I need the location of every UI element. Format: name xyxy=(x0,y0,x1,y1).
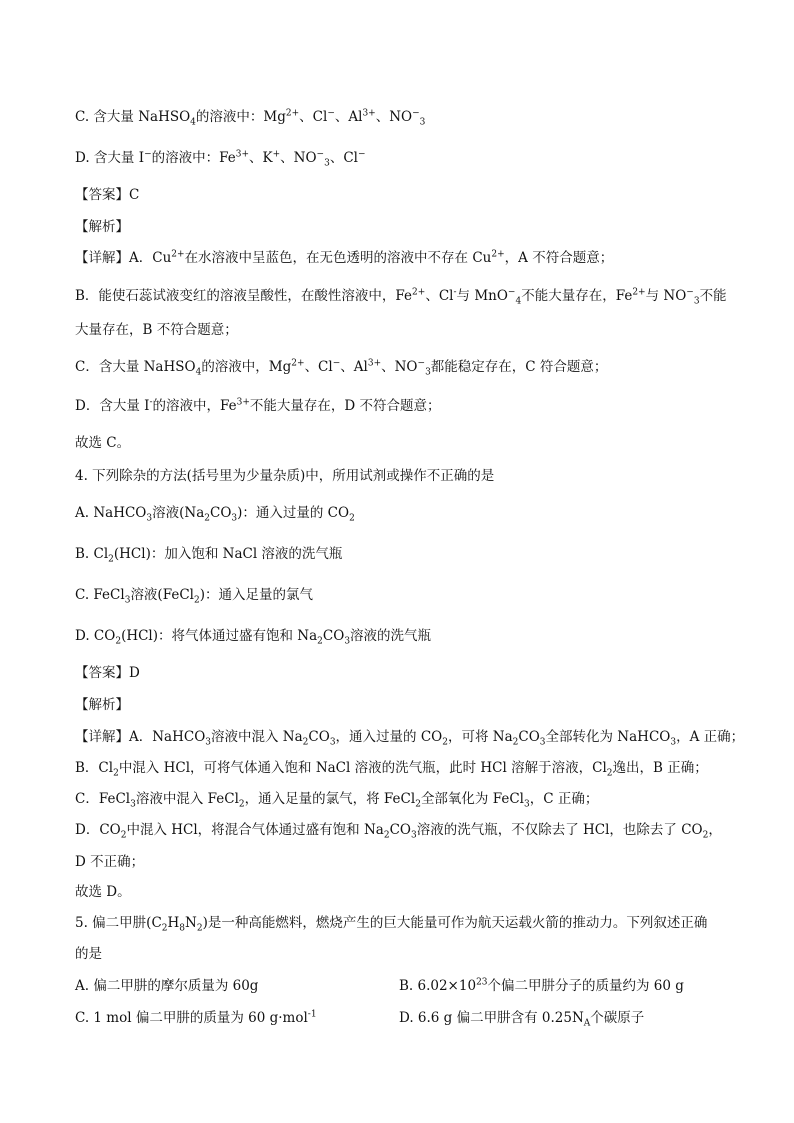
q4-stem: 4. 下列除杂的方法(括号里为少量杂质)中，所用试剂或操作不正确的是 xyxy=(75,468,495,484)
q3-detail-d: D．含大量 I-的溶液中，$Fe^{3+}$不能大量存在，D 不符合题意； xyxy=(75,397,441,414)
q4-detail-a: 【详解】A．NaHCO$_3$溶液中混入 $Na_2CO_3$，通入过量的 $CO_2$，可将 $Na_2CO_3$全部转化为 NaHCO$_3$，A 正确； xyxy=(75,729,745,748)
q4-option-a: A. NaHCO$_3$溶液$(Na_2CO_3)$：通入过量的 $CO_2$ xyxy=(75,505,355,524)
q5-stem-line2: 的是 xyxy=(75,946,102,962)
q4-detail-b: B．$Cl_2$中混入 HCl，可将气体通入饱和 NaCl 溶液的洗气瓶，此时 HCl 溶解于溶液，$Cl_2$逸出，B 正确； xyxy=(75,760,708,779)
q5-option-a: A. 偏二甲肼的摩尔质量为 60g xyxy=(75,978,259,994)
q4-detail-d-line2: D 不正确； xyxy=(75,854,145,870)
q5-stem-line1: 5. 偏二甲肼$(C_2H_8N_2)$是一种高能燃料，燃烧产生的巨大能量可作为航天运载火箭的推动力。下列叙述正确 xyxy=(75,915,708,934)
q3-answer: 【答案】C xyxy=(75,187,140,203)
q3-conclusion: 故选 C。 xyxy=(75,435,131,451)
q3-detail-b-line1: B．能使石蕊试液变红的溶液呈酸性，在酸性溶液中，$Fe^{2+}$、Cl-与 MnO−$_4$不能大量存在，$Fe^{2+}$与 $NO^-_3$不能 xyxy=(75,287,727,307)
q4-analysis-heading: 【解析】 xyxy=(75,697,129,713)
q5-option-b: B. $6.02\times 10^{23}$个偏二甲肼分子的质量约为 60 g xyxy=(399,977,684,994)
q5-option-d: D. 6.6 g 偏二甲肼含有 $0.25N_A$个碳原子 xyxy=(399,1010,645,1029)
q4-detail-d-line1: D．$CO_2$中混入 HCl，将混合气体通过盛有饱和 $Na_2CO_3$溶液的洗气瓶，不仅除去了 HCl，也除去了 $CO_2$， xyxy=(75,822,722,841)
q4-detail-c: C．FeCl$_3$溶液中混入 FeCl$_2$，通入足量的氯气，将 FeCl$_2$全部氧化为 FeCl$_3$，C 正确； xyxy=(75,791,599,810)
q3-detail-a: 【详解】A．$Cu^{2+}$在水溶液中呈蓝色，在无色透明的溶液中不存在 $Cu^{2+}$，A 不符合题意； xyxy=(75,249,614,266)
q5-option-c: C. 1 mol 偏二甲肼的质量为 60 g·mol$^{-1}$ xyxy=(75,1009,317,1026)
q4-option-d: D. $CO_2(HCl)$：将气体通过盛有饱和 $Na_2CO_3$溶液的洗气瓶 xyxy=(75,628,432,647)
q3-option-c: C. 含大量 NaHSO$_4$的溶液中：$Mg^{2+}$、Cl−、$Al^{3+}$、$NO^-_3$ xyxy=(75,108,426,128)
q4-answer: 【答案】D xyxy=(75,665,140,681)
q4-option-c: C. FeCl$_3$溶液(FeCl$_2$)：通入足量的氯气 xyxy=(75,587,313,606)
q4-conclusion: 故选 D。 xyxy=(75,884,131,900)
q3-detail-b-line2: 大量存在，B 不符合题意； xyxy=(75,322,238,338)
q3-analysis-heading: 【解析】 xyxy=(75,219,129,235)
q3-detail-c: C．含大量 NaHSO$_4$的溶液中，$Mg^{2+}$、Cl−、$Al^{3+}$、$NO^-_3$都能稳定存在，C 符合题意； xyxy=(75,358,608,378)
q4-option-b: B. $Cl_2(HCl)$：加入饱和 NaCl 溶液的洗气瓶 xyxy=(75,546,343,565)
q3-option-d: D. 含大量 I−的溶液中：$Fe^{3+}$、K+、$NO^-_3$、Cl− xyxy=(75,149,366,169)
